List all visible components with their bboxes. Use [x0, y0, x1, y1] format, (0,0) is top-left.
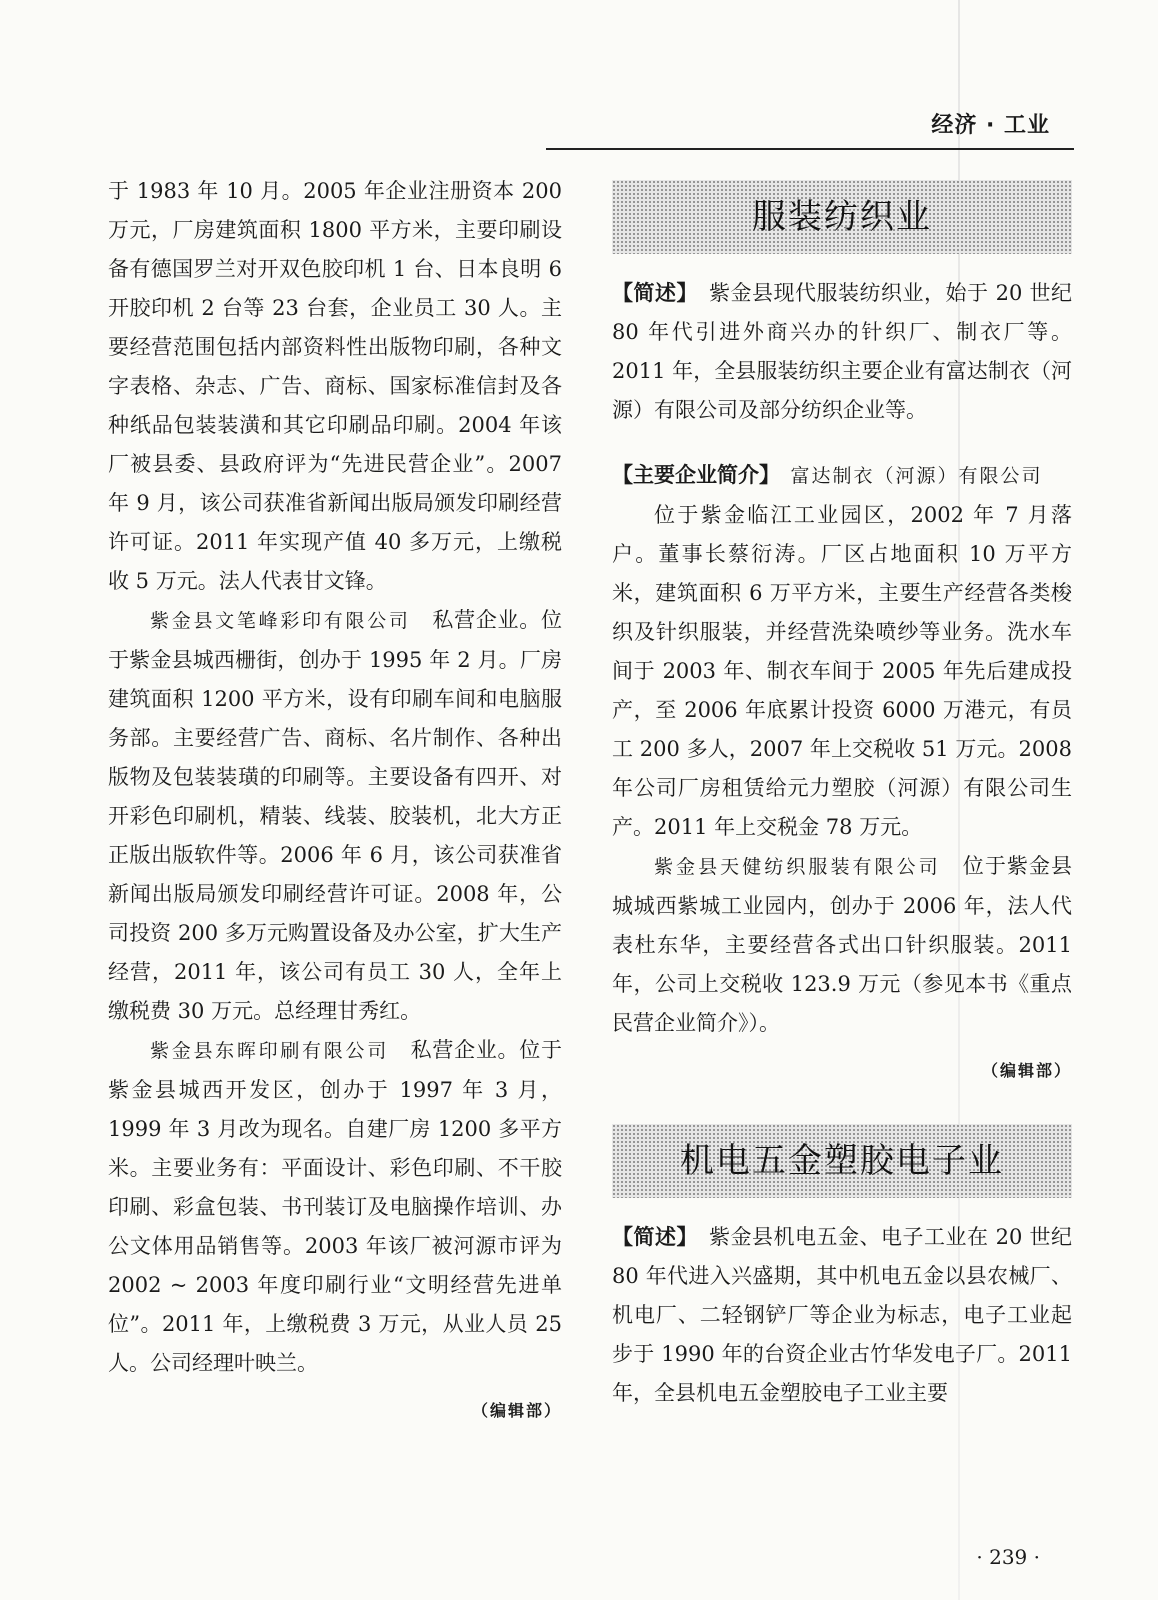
- paragraph-text: 紫金县现代服装纺织业，始于 20 世纪 80 年代引进外商兴办的针织厂、制衣厂等。2011 年，全县服装纺织主要企业有富达制衣（河源）有限公司及部分纺织企业等。: [612, 281, 1073, 422]
- section-banner: [612, 180, 1072, 254]
- spacer: [612, 1090, 1072, 1116]
- paragraph: [612, 274, 1072, 430]
- section-title: 机电五金塑胶电子业: [680, 1140, 1004, 1181]
- company-name: 富达制衣（河源）有限公司: [769, 465, 1043, 487]
- major-companies-label: 【主要企业简介】: [612, 463, 770, 487]
- editor-credit: （编辑部）: [471, 1401, 562, 1420]
- right-column: [612, 172, 1072, 1413]
- section-banner: [612, 1124, 1072, 1198]
- paragraph: [108, 601, 562, 1031]
- summary-label: 【简述】: [612, 281, 688, 305]
- company-name: 紫金县东晖印刷有限公司: [150, 1040, 389, 1062]
- page-number: · 239 ·: [976, 1545, 1040, 1569]
- company-name: 紫金县文笔峰彩印有限公司: [150, 610, 411, 632]
- spacer: [612, 430, 1072, 456]
- running-header: 经济 · 工业: [931, 113, 1050, 138]
- header-rule: [546, 148, 1074, 150]
- paragraph-text: 私营企业。位于紫金县城西栅街，创办于 1995 年 2 月。厂房建筑面积 1200 平方米，设有印刷车间和电脑服务部。主要经营广告、商标、名片制作、各种出版物及包装装璜的印刷等。主要设备有四开、对开彩色印刷机，精装、线装、胶装机，北大方正正版出版软件等。2006 年 6 月，该公司获准省新闻出版局颁发印刷经营许可证。2008 年，公司投资 200 多万元购置设备及办公室，扩大生产经营，2011 年，该公司有员工 30 人，全年上缴税费 30 万元。总经理甘秀红。: [108, 608, 562, 1023]
- paragraph: [612, 847, 1072, 1043]
- paragraph: 于 1983 年 10 月。2005 年企业注册资本 200 万元，厂房建筑面积 1800 平方米，主要印刷设备有德国罗兰对开双色胶印机 1 台、日本良明 6 开胶印机 2 台等 23 台套，企业员工 30 人。主要经营范围包括内部资料性出版物印刷，各种文字表格、杂志、广告、商标、国家标准信封及各种纸品包装装潢和其它印刷品印刷。2004 年该厂被县委、县政府评为“先进民营企业”。2007 年 9 月，该公司获准省新闻出版局颁发印刷经营许可证。2011 年实现产值 40 多万元，上缴税收 5 万元。法人代表甘文锋。: [108, 179, 562, 593]
- paragraph: [612, 456, 1072, 496]
- paragraph: [612, 1218, 1072, 1413]
- editor-credit: （编辑部）: [981, 1061, 1072, 1080]
- paragraph-text: 位于紫金县城城西紫城工业园内，创办于 2006 年，法人代表杜东华，主要经营各式出口针织服装。2011 年，公司上交税收 123.9 万元（参见本书《重点民营企业简介》）。: [612, 854, 1072, 1035]
- paragraph: 位于紫金临江工业园区，2002 年 7 月落户。董事长蔡衍涛。厂区占地面积 10 万平方米，建筑面积 6 万平方米，主要生产经营各类梭织及针织服装，并经营洗染喷纱等业务。洗水车间于 2003 年、制衣车间于 2005 年先后建成投产，至 2006 年底累计投资 6000 万港元，有员工 200 多人，2007 年上交税收 51 万元。2008 年公司厂房租赁给元力塑胶（河源）有限公司生产。2011 年上交税金 78 万元。: [612, 503, 1072, 839]
- paragraph-text: 私营企业。位于紫金县城西开发区，创办于 1997 年 3 月，1999 年 3 月改为现名。自建厂房 1200 多平方米。主要业务有：平面设计、彩色印刷、不干胶印刷、彩盒包装、书刊装订及电脑操作培训、办公文体用品销售等。2003 年该厂被河源市评为 2002 ~ 2003 年度印刷行业“文明经营先进单位”。2011 年，上缴税费 3 万元，从业人员 25 人。公司经理叶映兰。: [108, 1038, 562, 1375]
- summary-label: 【简述】: [612, 1225, 688, 1249]
- paragraph-text: 紫金县机电五金、电子工业在 20 世纪 80 年代进入兴盛期，其中机电五金以县农械厂、机电厂、二轻钢铲厂等企业为标志，电子工业起步于 1990 年的台资企业古竹华发电子厂。2011 年，全县机电五金塑胶电子工业主要: [612, 1225, 1073, 1405]
- left-column: [108, 172, 562, 1430]
- section-title: 服装纺织业: [752, 196, 932, 237]
- company-name: 紫金县天健纺织服装有限公司: [654, 856, 941, 878]
- paragraph: [108, 1031, 562, 1383]
